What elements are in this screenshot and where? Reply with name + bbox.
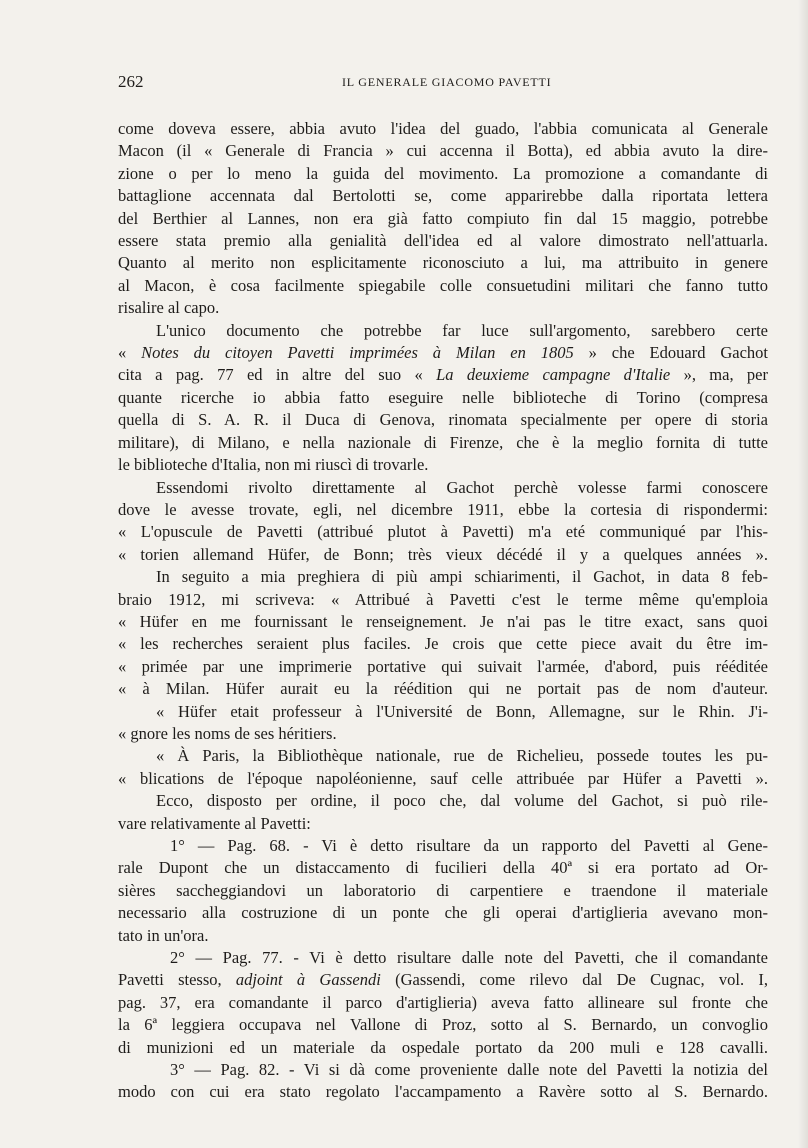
text-line: Pavetti stesso, adjoint à Gassendi (Gassendi, come rilevo dal De Cugnac, vol. I,: [118, 970, 768, 990]
text-line: Macon (il « Generale di Francia » cui accenna il Botta), ed abbia avuto la dire-: [118, 141, 768, 161]
body-text: [118, 118, 768, 1104]
text-line: sières saccheggiandovi un laboratorio di carpentiere e traendone il materiale: [118, 880, 768, 900]
text-line: dove le avesse trovate, egli, nel dicembre 1911, ebbe la cortesia di rispondermi:: [118, 499, 768, 519]
text-line: modo con cui era stato regolato l'accampamento a Ravère sotto al S. Bernardo.: [118, 1082, 768, 1102]
page-number: 262: [118, 72, 144, 91]
text-line: pag. 37, era comandante il parco d'artiglieria) aveva fatto allineare sul fronte che: [118, 992, 768, 1012]
text-line: al Macon, è cosa facilmente spiegabile colle consuetudini militari che fanno tutto: [118, 275, 768, 295]
text-line: « Notes du citoyen Pavetti imprimées à Milan en 1805 » che Edouard Gachot: [118, 343, 768, 363]
text-line: « Hüfer en me fournissant le renseignement. Je n'ai pas le titre exact, sans quoi: [118, 611, 768, 631]
text-line: « gnore les noms de ses héritiers.: [118, 723, 337, 743]
text-line: cita a pag. 77 ed in altre del suo « La deuxieme campagne d'Italie », ma, per: [118, 365, 768, 385]
running-title: IL GENERALE GIACOMO PAVETTI: [342, 75, 552, 89]
text-line: 2° — Pag. 77. - Vi è detto risultare dalle note del Pavetti, che il comandante: [170, 948, 768, 968]
text-line: L'unico documento che potrebbe far luce sull'argomento, sarebbero certe: [156, 320, 768, 340]
text-line: quella di S. A. R. il Duca di Genova, rinomata specialmente per opere di storia: [118, 410, 768, 430]
text-line: braio 1912, mi scriveva: « Attribué à Pavetti c'est le terme même qu'emploia: [118, 589, 768, 609]
text-line: tato in un'ora.: [118, 925, 209, 945]
text-line: 3° — Pag. 82. - Vi si dà come proveniente dalle note del Pavetti la notizia del: [170, 1060, 768, 1080]
text-line: zione o per lo meno la guida del movimento. La promozione a comandante di: [118, 163, 768, 183]
text-line: « les recherches seraient plus faciles. Je crois que cette piece avait du être im-: [118, 634, 768, 654]
text-line: 1° — Pag. 68. - Vi è detto risultare da un rapporto del Pavetti al Gene-: [170, 836, 768, 855]
text-line: risalire al capo.: [118, 298, 220, 318]
page-edge-shadow: [798, 0, 808, 1148]
text-line: Essendomi rivolto direttamente al Gachot perchè volesse farmi conoscere: [156, 477, 768, 497]
text-line: le biblioteche d'Italia, non mi riuscì di trovarle.: [118, 455, 429, 475]
text-line: militare), di Milano, e nella nazionale di Firenze, che è la meglio fornita di tutte: [118, 432, 768, 452]
text-line: In seguito a mia preghiera di più ampi schiarimenti, il Gachot, in data 8 feb-: [156, 567, 768, 587]
text-line: di munizioni ed un materiale da ospedale portato da 200 muli e 128 cavalli.: [118, 1037, 768, 1057]
text-line: la 6ª leggiera occupava nel Vallone di Proz, sotto al S. Bernardo, un convoglio: [118, 1015, 768, 1035]
text-line: « blications de l'époque napoléonienne, sauf celle attribuée par Hüfer a Pavetti ».: [118, 768, 768, 788]
text-line: vare relativamente al Pavetti:: [118, 813, 311, 833]
text-line: « Hüfer etait professeur à l'Université de Bonn, Allemagne, sur le Rhin. J'i-: [156, 701, 768, 721]
text-line: Quanto al merito non esplicitamente riconosciuto a lui, ma attribuito in genere: [118, 253, 768, 273]
text-line: « torien allemand Hüfer, de Bonn; très vieux décédé il y a quelques années ».: [118, 544, 768, 564]
text-line: « L'opuscule de Pavetti (attribué plutot à Pavetti) m'a eté communiqué par l'his-: [118, 522, 768, 542]
text-line: essere stata premio alla genialità dell'idea ed al valore dimostrato nell'attuarla.: [118, 231, 768, 251]
text-line: battaglione accennata dal Bertolotti se, come apparirebbe dalla riportata lettera: [118, 186, 768, 206]
text-line: quante ricerche io abbia fatto eseguire nelle biblioteche di Torino (compresa: [118, 387, 768, 407]
text-line: « primée par une imprimerie portative qui suivait l'armée, d'abord, puis rééditée: [118, 656, 768, 676]
text-line: rale Dupont che un distaccamento di fucilieri della 40ª si era portato ad Or-: [118, 858, 768, 878]
text-line: necessario alla costruzione di un ponte che gli operai d'artiglieria avevano mon-: [118, 903, 768, 923]
text-line: del Berthier al Lannes, non era già fatto compiuto fin dal 15 maggio, potrebbe: [118, 208, 768, 228]
text-line: come doveva essere, abbia avuto l'idea del guado, l'abbia comunicata al Generale: [118, 119, 768, 138]
page-header: [118, 72, 768, 96]
text-line: « à Milan. Hüfer aurait eu la réédition qui ne portait pas de nom d'auteur.: [118, 679, 768, 699]
text-line: Ecco, disposto per ordine, il poco che, dal volume del Gachot, si può rile-: [156, 791, 768, 811]
text-line: « À Paris, la Bibliothèque nationale, rue de Richelieu, possede toutes les pu-: [156, 746, 768, 766]
